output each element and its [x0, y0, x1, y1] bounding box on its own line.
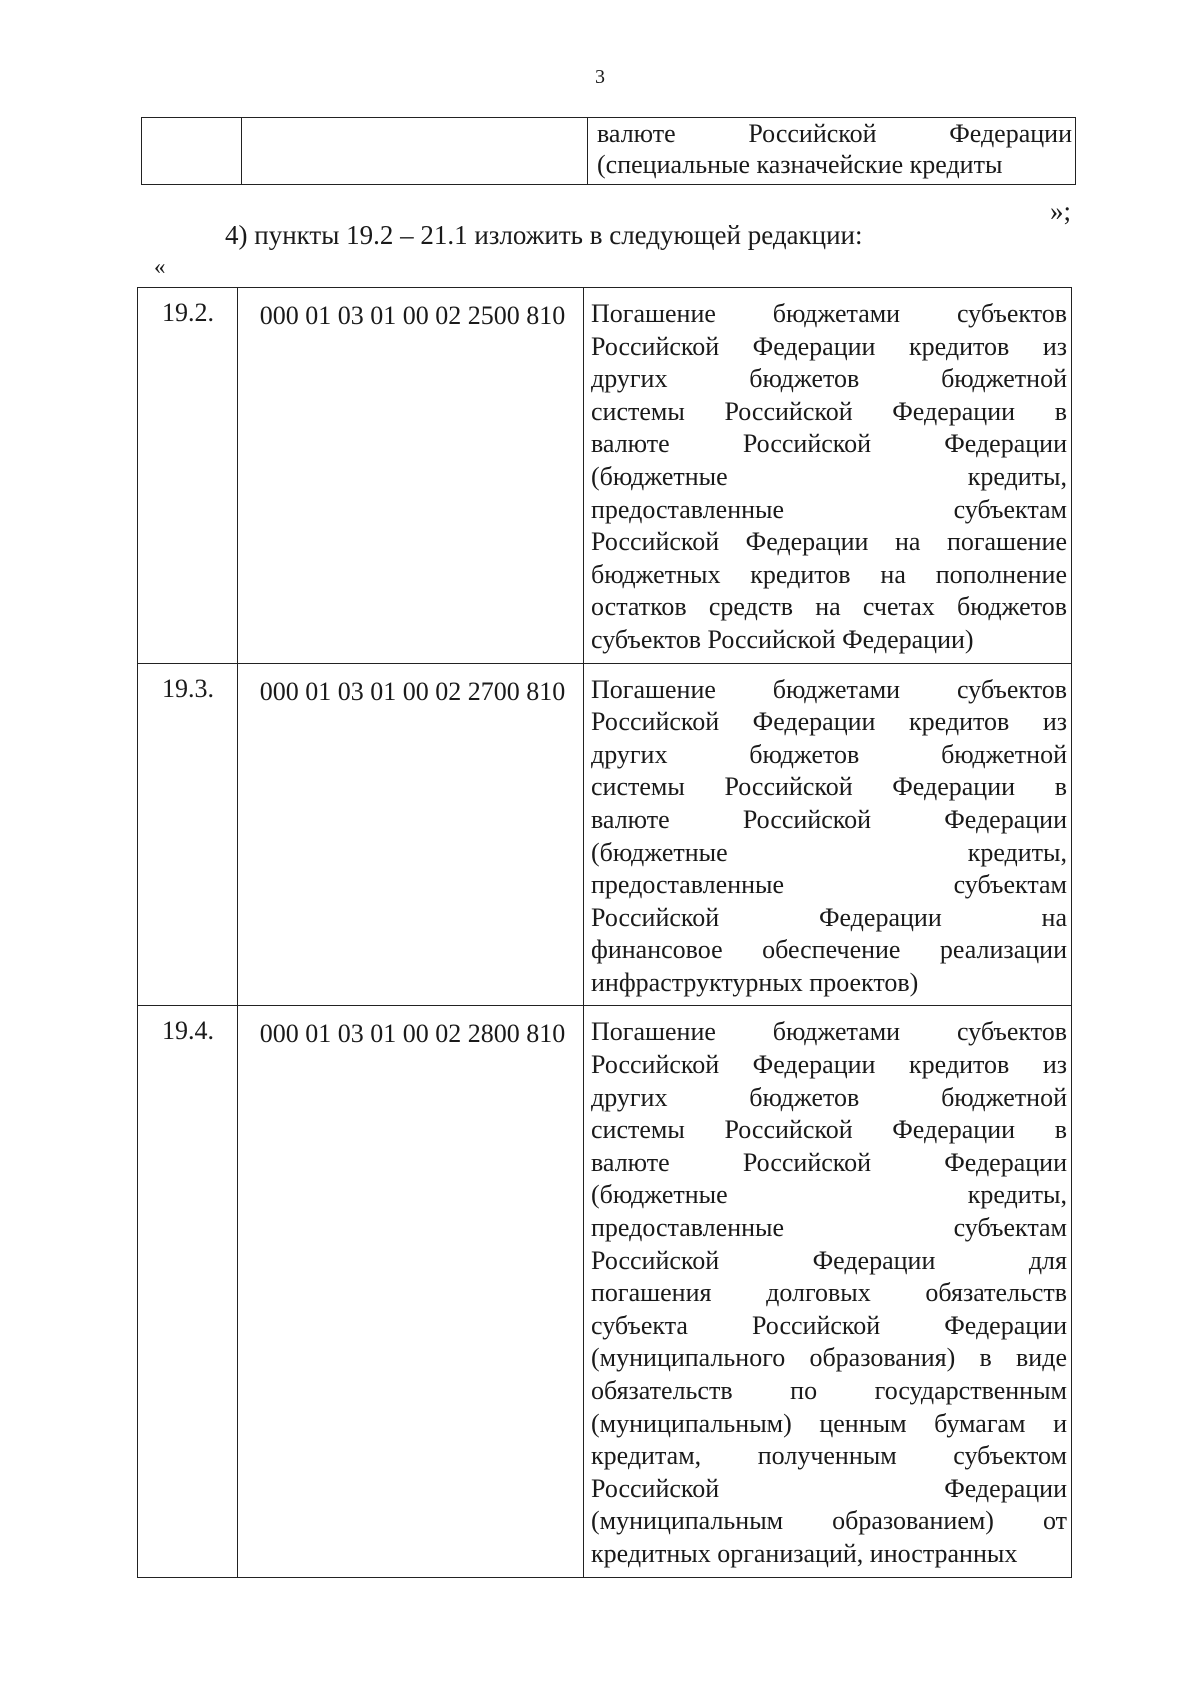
description-line: остатков средств на счетах бюджетов [591, 592, 1067, 622]
row-description-cell [588, 118, 1076, 185]
row-number-cell [142, 118, 242, 185]
description-line: субъекта Российской Федерации [591, 1310, 1067, 1340]
description-line: Российской Федерации на [591, 902, 1067, 932]
description-line: Российской Федерации кредитов из [591, 331, 1067, 361]
description-line: (муниципальным образованием) от [591, 1506, 1067, 1536]
description-line: субъектов Российской Федерации) [591, 624, 974, 654]
row-number-cell: 19.3. [138, 663, 238, 1006]
description-line: других бюджетов бюджетной [591, 364, 1067, 394]
description-line: (бюджетные кредиты, [591, 1180, 1067, 1210]
description-line: Погашение бюджетами субъектов [591, 1017, 1067, 1047]
description-line: системы Российской Федерации в [591, 396, 1067, 426]
description-line: (муниципального образования) в виде [591, 1343, 1067, 1373]
description-line: других бюджетов бюджетной [591, 1082, 1067, 1112]
description-line: предоставленные субъектам [591, 870, 1067, 900]
page-number: 3 [595, 66, 605, 88]
description-line: бюджетных кредитов на пополнение [591, 559, 1067, 589]
description-line: Российской Федерации кредитов из [591, 1050, 1067, 1080]
description-line: других бюджетов бюджетной [591, 739, 1067, 769]
top-table-fragment [141, 117, 1076, 185]
description-line: кредитам, полученным субъектом [591, 1441, 1067, 1471]
description-line: (муниципальным) ценным бумагам и [591, 1408, 1067, 1438]
amendment-instruction: 4) пункты 19.2 – 21.1 изложить в следующей редакции: [225, 220, 863, 250]
description-line: (бюджетные кредиты, [591, 837, 1067, 867]
description-line: финансовое обеспечение реализации [591, 935, 1067, 965]
table-row [138, 663, 1072, 1006]
description-line: инфраструктурных проектов) [591, 967, 919, 997]
description-line: Погашение бюджетами субъектов [591, 674, 1067, 704]
row-code-cell [242, 118, 588, 185]
description-line: Российской Федерации на погашение [591, 527, 1067, 557]
description-line: системы Российской Федерации в [591, 1115, 1067, 1145]
description-line: валюте Российской Федерации [591, 429, 1067, 459]
description-line: предоставленные субъектам [591, 1213, 1067, 1243]
row-code-cell: 000 01 03 01 00 02 2800 810 [238, 1006, 584, 1577]
description-line: погашения долговых обязательств [591, 1278, 1067, 1308]
row-description-cell [584, 663, 1072, 1006]
description-line: (специальные казначейские кредиты [597, 150, 1003, 179]
description-line: Российской Федерации кредитов из [591, 707, 1067, 737]
description-line: обязательств по государственным [591, 1376, 1067, 1405]
description-line: валюте Российской Федерации [597, 119, 1072, 148]
closing-quote: »; [1050, 196, 1072, 226]
opening-quote: « [154, 254, 166, 279]
description-line: предоставленные субъектам [591, 494, 1067, 524]
row-description-cell [584, 288, 1072, 664]
description-line: валюте Российской Федерации [591, 1147, 1067, 1177]
row-number-cell: 19.2. [138, 288, 238, 664]
description-line: Погашение бюджетами субъектов [591, 299, 1067, 328]
description-line: валюте Российской Федерации [591, 804, 1067, 834]
row-number-cell: 19.4. [138, 1006, 238, 1577]
description-line: системы Российской Федерации в [591, 772, 1067, 802]
row-description-cell [584, 1006, 1072, 1577]
description-line: Российской Федерации для [591, 1245, 1067, 1275]
table-row [138, 288, 1072, 664]
description-line: Российской Федерации [591, 1473, 1067, 1503]
row-code-cell: 000 01 03 01 00 02 2700 810 [238, 663, 584, 1006]
amendment-table [137, 287, 1072, 1578]
table-row [138, 1006, 1072, 1577]
description-line: кредитных организаций, иностранных [591, 1538, 1018, 1568]
row-code-cell: 000 01 03 01 00 02 2500 810 [238, 288, 584, 664]
description-line: (бюджетные кредиты, [591, 461, 1067, 491]
table-row [142, 118, 1076, 185]
